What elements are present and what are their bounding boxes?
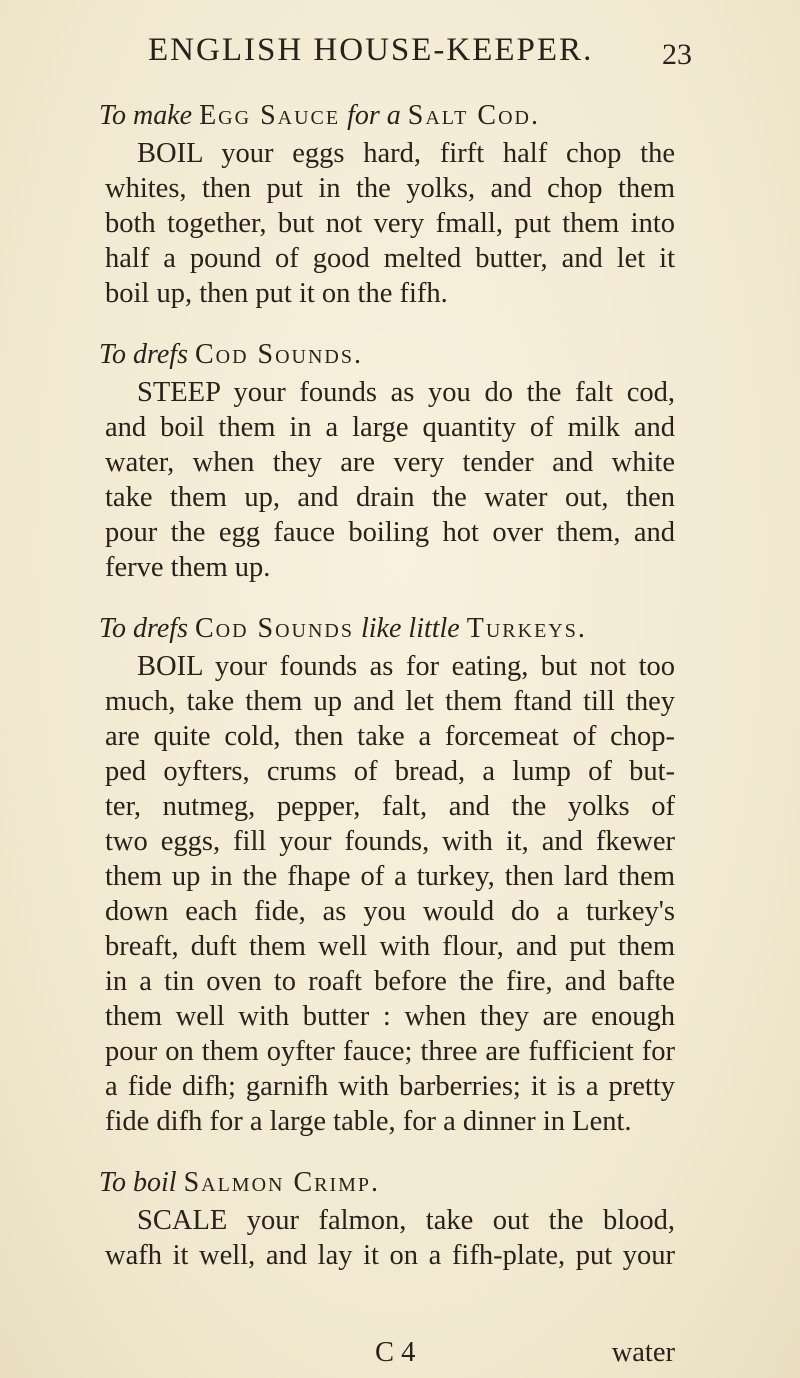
text-line: BOIL your founds as for eating, but not too bbox=[137, 651, 675, 682]
text-line: much, take them up and let them ftand till they bbox=[105, 686, 675, 717]
text-line: them well with butter : when they are enough bbox=[105, 1001, 675, 1032]
recipe-paragraph bbox=[105, 649, 675, 1139]
text-line: them up in the fhape of a turkey, then lard them bbox=[105, 861, 675, 892]
text-line: STEEP your founds as you do the falt cod, bbox=[137, 377, 675, 408]
text-line: breaft, duft them well with flour, and put them bbox=[105, 931, 675, 962]
recipe-paragraph bbox=[105, 1203, 675, 1273]
text-line: half a pound of good melted butter, and let it bbox=[105, 243, 675, 274]
heading-prefix: To boil bbox=[99, 1167, 177, 1198]
text-line: pour the egg fauce boiling hot over them, and bbox=[105, 517, 675, 548]
text-line: down each fide, as you would do a turkey's bbox=[105, 896, 675, 927]
text-line: take them up, and drain the water out, then bbox=[105, 482, 675, 513]
text-block bbox=[99, 96, 675, 1273]
heading-title: Salt Cod. bbox=[407, 100, 540, 131]
heading-title: Salmon Crimp. bbox=[183, 1167, 381, 1198]
text-line: in a tin oven to roaft before the fire, and bafte bbox=[105, 966, 675, 997]
heading-title: Egg Sauce bbox=[199, 100, 341, 131]
heading-prefix: To make bbox=[99, 100, 193, 131]
heading-title: Cod Sounds bbox=[194, 613, 354, 644]
text-line: ped oyfters, crums of bread, a lump of but- bbox=[105, 756, 675, 787]
text-line: a fide difh; garnifh with barberries; it is a pretty bbox=[105, 1071, 675, 1102]
heading-connector: for a bbox=[347, 100, 401, 131]
heading-connector: like little bbox=[361, 613, 460, 644]
text-line: wafh it well, and lay it on a fifh-plate, put your bbox=[105, 1240, 675, 1271]
recipe-paragraph bbox=[105, 375, 675, 585]
text-line: two eggs, fill your founds, with it, and fkewer bbox=[105, 826, 675, 857]
heading-title: Turkeys. bbox=[466, 613, 587, 644]
recipe-paragraph bbox=[105, 136, 675, 311]
heading-title: Cod Sounds. bbox=[194, 339, 363, 370]
text-line: whites, then put in the yolks, and chop them bbox=[105, 173, 675, 204]
text-line: pour on them oyfter fauce; three are fufficient for bbox=[105, 1036, 675, 1067]
recipe-heading bbox=[99, 96, 675, 136]
text-line: are quite cold, then take a forcemeat of chop- bbox=[105, 721, 675, 752]
text-line: SCALE your falmon, take out the blood, bbox=[137, 1205, 675, 1236]
text-line: and boil them in a large quantity of milk and bbox=[105, 412, 675, 443]
text-line: both together, but not very fmall, put them into bbox=[105, 208, 675, 239]
heading-prefix: To drefs bbox=[99, 339, 188, 370]
text-line: BOIL your eggs hard, firft half chop the bbox=[137, 138, 675, 169]
page-footer bbox=[105, 1337, 675, 1377]
text-line: ferve them up. bbox=[105, 552, 271, 583]
text-line: ter, nutmeg, pepper, falt, and the yolks of bbox=[105, 791, 675, 822]
text-line: fide difh for a large table, for a dinner in Lent. bbox=[105, 1106, 632, 1137]
recipe-heading bbox=[99, 609, 675, 649]
catchword: water bbox=[611, 1337, 675, 1368]
recipe-heading bbox=[99, 335, 675, 375]
recipe-heading bbox=[99, 1163, 675, 1203]
signature-mark: C 4 bbox=[375, 1337, 416, 1368]
text-line: boil up, then put it on the fifh. bbox=[105, 278, 448, 309]
page-number: 23 bbox=[662, 38, 692, 71]
text-line: water, when they are very tender and white bbox=[105, 447, 675, 478]
heading-prefix: To drefs bbox=[99, 613, 188, 644]
running-head: ENGLISH HOUSE-KEEPER. bbox=[148, 32, 594, 68]
